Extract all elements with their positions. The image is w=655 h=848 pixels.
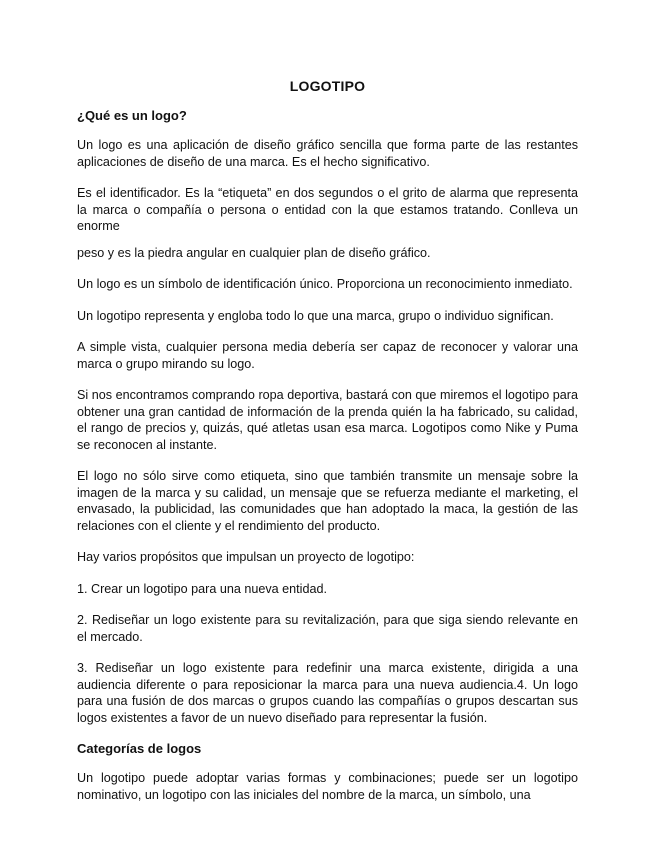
paragraph: Un logo es un símbolo de identificación único. Proporciona un reconocimiento inmediato. bbox=[77, 277, 573, 291]
document-page bbox=[77, 70, 578, 803]
paragraph: A simple vista, cualquier persona media debería ser capaz de reconocer y valorar una marca o grupo mirando su logo. bbox=[77, 340, 578, 371]
section-heading-que-es: ¿Qué es un logo? bbox=[77, 108, 187, 123]
paragraph: Un logotipo puede adoptar varias formas y combinaciones; puede ser un logotipo nominativo, un logotipo con las iniciales del nombre de la marca, un símbolo, una bbox=[77, 771, 578, 802]
paragraph: Un logotipo representa y engloba todo lo que una marca, grupo o individuo significan. bbox=[77, 308, 554, 323]
paragraph: Si nos encontramos comprando ropa deportiva, bastará con que miremos el logotipo para obtener una gran cantidad de información de la prenda quién la ha fabricado, su calidad, el rango de precios y, quizás, qué atletas usan esa marca. Logotipos como Nike y Puma se reconocen al instante. bbox=[77, 388, 578, 452]
list-item: 1. Crear un logotipo para una nueva entidad. bbox=[77, 581, 327, 596]
paragraph: Un logo es una aplicación de diseño gráfico sencilla que forma parte de las restantes aplicaciones de diseño de una marca. Es el hecho significativo. bbox=[77, 138, 578, 169]
paragraph: El logo no sólo sirve como etiqueta, sino que también transmite un mensaje sobre la imagen de la marca y su calidad, un mensaje que se refuerza mediante el marketing, el envasado, la publicidad, las comunidades que han adoptado la maca, la gestión de las relaciones con el cliente y el rendimiento del producto. bbox=[77, 469, 578, 533]
paragraph: Es el identificador. Es la “etiqueta” en dos segundos o el grito de alarma que representa la marca o compañía o persona o entidad con la que estamos tratando. Conlleva un enorme bbox=[77, 186, 578, 233]
paragraph: peso y es la piedra angular en cualquier plan de diseño gráfico. bbox=[77, 245, 431, 260]
list-item: 2. Rediseñar un logo existente para su revitalización, para que siga siendo relevante en el mercado. bbox=[77, 613, 578, 644]
list-item: 3. Rediseñar un logo existente para redefinir una marca existente, dirigida a una audiencia diferente o para reposicionar la marca para una nueva audiencia.4. Un logo para una fusión de dos marcas o grupos cuando las compañías o grupos descartan sus logos existentes a favor de un nuevo diseñado para representar la fusión. bbox=[77, 661, 578, 725]
section-heading-categorias: Categorías de logos bbox=[77, 741, 202, 756]
paragraph: Hay varios propósitos que impulsan un proyecto de logotipo: bbox=[77, 550, 415, 564]
document-title: LOGOTIPO bbox=[289, 78, 366, 94]
